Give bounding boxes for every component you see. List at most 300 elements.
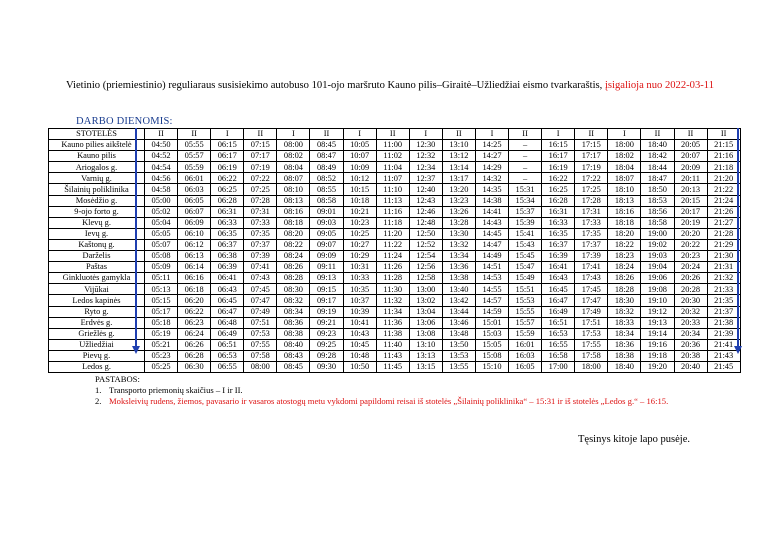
departure-time: 17:28 [575, 195, 608, 206]
departure-time: 18:10 [608, 184, 641, 195]
departure-time: 15:49 [509, 273, 542, 284]
departure-time: 17:43 [575, 273, 608, 284]
departure-time: 18:07 [608, 173, 641, 184]
departure-time: 21:16 [707, 151, 740, 162]
departure-time: 21:39 [707, 328, 740, 339]
trip-vehicle-header: I [343, 129, 376, 140]
departure-time: 12:56 [409, 262, 442, 273]
departure-time: 06:10 [178, 228, 211, 239]
departure-time: 17:41 [575, 262, 608, 273]
departure-time: 11:24 [376, 251, 409, 262]
departure-time: 18:00 [575, 361, 608, 372]
departure-time: 20:17 [674, 206, 707, 217]
departure-time: 08:38 [277, 328, 310, 339]
departure-time: 08:20 [277, 228, 310, 239]
departure-time: 13:38 [442, 273, 475, 284]
table-row [49, 306, 741, 317]
departure-time: 13:08 [409, 328, 442, 339]
departure-time: 18:04 [608, 162, 641, 173]
departure-time: 20:20 [674, 228, 707, 239]
stop-name: Varnių g. [49, 173, 145, 184]
stop-column-header: STOTELĖS [49, 129, 145, 140]
departure-time: 12:58 [409, 273, 442, 284]
departure-time: 19:04 [641, 262, 674, 273]
departure-time: 16:33 [542, 217, 575, 228]
departure-time: 21:26 [707, 206, 740, 217]
departure-time: 06:30 [178, 361, 211, 372]
departure-time: 10:41 [343, 317, 376, 328]
departure-time: 06:15 [211, 140, 244, 151]
departure-time: 07:43 [244, 273, 277, 284]
departure-time: 09:01 [310, 206, 343, 217]
departure-time: 05:08 [145, 251, 178, 262]
departure-time: 17:15 [575, 140, 608, 151]
departure-time: 04:54 [145, 162, 178, 173]
departure-time: 06:31 [211, 206, 244, 217]
departure-time: 06:13 [178, 251, 211, 262]
departure-time: 19:02 [641, 239, 674, 250]
departure-time: 18:36 [608, 339, 641, 350]
departure-time: 08:00 [277, 140, 310, 151]
departure-time: 16:49 [542, 306, 575, 317]
departure-time: 18:47 [641, 173, 674, 184]
departure-time: 17:19 [575, 162, 608, 173]
departure-time: 17:31 [575, 206, 608, 217]
departure-time: 08:30 [277, 284, 310, 295]
departure-time: 06:45 [211, 295, 244, 306]
departure-time: 15:43 [509, 239, 542, 250]
departure-time: 16:45 [542, 284, 575, 295]
departure-time: 06:18 [178, 284, 211, 295]
departure-time: 20:22 [674, 239, 707, 250]
departure-time: 08:13 [277, 195, 310, 206]
departure-time: 18:22 [608, 239, 641, 250]
departure-time: 07:53 [244, 328, 277, 339]
departure-time: 20:36 [674, 339, 707, 350]
departure-time: 06:28 [211, 195, 244, 206]
departure-time: 15:05 [475, 339, 508, 350]
departure-time: 18:23 [608, 251, 641, 262]
departure-time: 20:13 [674, 184, 707, 195]
departure-time: 05:04 [145, 217, 178, 228]
direction-arrowhead-left [132, 346, 140, 354]
departure-time: 13:34 [442, 251, 475, 262]
departure-time: 11:18 [376, 217, 409, 228]
departure-time: 13:42 [442, 295, 475, 306]
departure-time: 21:30 [707, 251, 740, 262]
departure-time: 16:25 [542, 184, 575, 195]
departure-time: 14:27 [475, 151, 508, 162]
departure-time: 19:14 [641, 328, 674, 339]
departure-time: 10:12 [343, 173, 376, 184]
departure-time: 13:13 [409, 350, 442, 361]
departure-time: 14:43 [475, 217, 508, 228]
departure-time: 20:34 [674, 328, 707, 339]
departure-time: 07:58 [244, 350, 277, 361]
departure-time: – [509, 151, 542, 162]
departure-time: 20:11 [674, 173, 707, 184]
departure-time: 13:20 [442, 184, 475, 195]
note-2-text: Moksleivių rudens, žiemos, pavasario ir vasaros atostogų metu vykdomi papildomi reisai iš stotelės „Šilainių poliklinika“ – 15:31 ir iš stotelės „Ledos g.“ – 16:15. [109, 396, 669, 406]
notes-block [95, 374, 668, 407]
departure-time: 06:47 [211, 306, 244, 317]
departure-time: 20:24 [674, 262, 707, 273]
stop-name: Darželis [49, 251, 145, 262]
departure-time: 16:01 [509, 339, 542, 350]
departure-time: 18:33 [608, 317, 641, 328]
departure-time: 21:37 [707, 306, 740, 317]
departure-time: 18:38 [608, 350, 641, 361]
departure-time: 16:35 [542, 228, 575, 239]
departure-time: 08:26 [277, 262, 310, 273]
departure-time: 09:07 [310, 239, 343, 250]
table-row [49, 273, 741, 284]
table-row [49, 228, 741, 239]
stop-name: Erdvės g. [49, 317, 145, 328]
departure-time: 15:59 [509, 328, 542, 339]
departure-time: 09:25 [310, 339, 343, 350]
table-row [49, 317, 741, 328]
departure-time: 07:17 [244, 151, 277, 162]
departure-time: 11:07 [376, 173, 409, 184]
departure-time: 07:15 [244, 140, 277, 151]
trip-vehicle-header: I [277, 129, 310, 140]
notes-heading: PASTABOS: [95, 374, 140, 384]
header-row [49, 129, 741, 140]
departure-time: 21:31 [707, 262, 740, 273]
departure-time: 13:14 [442, 162, 475, 173]
departure-time: 11:20 [376, 228, 409, 239]
departure-time: 17:49 [575, 306, 608, 317]
departure-time: 16:53 [542, 328, 575, 339]
departure-time: 21:20 [707, 173, 740, 184]
departure-time: 16:22 [542, 173, 575, 184]
departure-time: 06:24 [178, 328, 211, 339]
departure-time: 09:03 [310, 217, 343, 228]
departure-time: 16:37 [542, 239, 575, 250]
departure-time: 17:39 [575, 251, 608, 262]
departure-time: 18:53 [641, 195, 674, 206]
departure-time: 04:56 [145, 173, 178, 184]
departure-time: 16:17 [542, 151, 575, 162]
departure-time: 11:28 [376, 273, 409, 284]
departure-time: 06:38 [211, 251, 244, 262]
stop-name: Ievų g. [49, 228, 145, 239]
departure-time: 05:05 [145, 228, 178, 239]
document-title [0, 80, 780, 91]
departure-time: 12:43 [409, 195, 442, 206]
departure-time: 18:44 [641, 162, 674, 173]
departure-time: 21:41 [707, 339, 740, 350]
departure-time: 09:19 [310, 306, 343, 317]
departure-time: 11:26 [376, 262, 409, 273]
stop-name: Pievų g. [49, 350, 145, 361]
departure-time: 07:41 [244, 262, 277, 273]
departure-time: 16:47 [542, 295, 575, 306]
departure-time: 12:50 [409, 228, 442, 239]
departure-time: 15:01 [475, 317, 508, 328]
departure-time: 15:03 [475, 328, 508, 339]
stop-name: Ledos g. [49, 361, 145, 372]
departure-time: 08:22 [277, 239, 310, 250]
stop-name: Vijūkai [49, 284, 145, 295]
stop-name: Kaštonų g. [49, 239, 145, 250]
departure-time: 11:30 [376, 284, 409, 295]
departure-time: 18:16 [608, 206, 641, 217]
departure-time: 07:19 [244, 162, 277, 173]
table-row [49, 162, 741, 173]
continuation-note: Tęsinys kitoje lapo pusėje. [578, 434, 690, 445]
stop-name: Ariogalos g. [49, 162, 145, 173]
departure-time: 08:40 [277, 339, 310, 350]
departure-time: 18:20 [608, 228, 641, 239]
departure-time: 15:31 [509, 184, 542, 195]
departure-time: 09:21 [310, 317, 343, 328]
departure-time: 16:41 [542, 262, 575, 273]
table-row [49, 295, 741, 306]
departure-time: 08:52 [310, 173, 343, 184]
departure-time: 18:18 [608, 217, 641, 228]
departure-time: 21:28 [707, 228, 740, 239]
departure-time: 06:41 [211, 273, 244, 284]
departure-time: 15:55 [509, 306, 542, 317]
departure-time: 15:34 [509, 195, 542, 206]
table-row [49, 151, 741, 162]
departure-time: 17:00 [542, 361, 575, 372]
departure-time: 17:35 [575, 228, 608, 239]
departure-time: – [509, 162, 542, 173]
departure-time: 06:25 [211, 184, 244, 195]
departure-time: 19:13 [641, 317, 674, 328]
departure-time: 15:51 [509, 284, 542, 295]
departure-time: 13:02 [409, 295, 442, 306]
table-row [49, 206, 741, 217]
table-row [49, 195, 741, 206]
departure-time: 08:58 [310, 195, 343, 206]
departure-time: 11:43 [376, 350, 409, 361]
departure-time: 05:18 [145, 317, 178, 328]
departure-time: 12:46 [409, 206, 442, 217]
departure-time: 12:54 [409, 251, 442, 262]
departure-time: 12:48 [409, 217, 442, 228]
departure-time: 14:25 [475, 140, 508, 151]
departure-time: 19:03 [641, 251, 674, 262]
departure-time: 14:57 [475, 295, 508, 306]
departure-time: 09:30 [310, 361, 343, 372]
departure-time: 10:07 [343, 151, 376, 162]
departure-time: 08:45 [277, 361, 310, 372]
departure-time: 07:22 [244, 173, 277, 184]
trip-vehicle-header: II [310, 129, 343, 140]
departure-time: 08:16 [277, 206, 310, 217]
stop-name: Paštas [49, 262, 145, 273]
departure-time: 13:12 [442, 151, 475, 162]
departure-time: 13:23 [442, 195, 475, 206]
departure-time: 21:38 [707, 317, 740, 328]
departure-time: 06:49 [211, 328, 244, 339]
trip-vehicle-header: II [674, 129, 707, 140]
departure-time: 07:49 [244, 306, 277, 317]
departure-time: 13:10 [409, 339, 442, 350]
stop-name: Šilainių poliklinika [49, 184, 145, 195]
note-2 [95, 396, 668, 407]
departure-time: 06:55 [211, 361, 244, 372]
departure-time: 18:28 [608, 284, 641, 295]
departure-time: 16:19 [542, 162, 575, 173]
stop-name: Ryto g. [49, 306, 145, 317]
departure-time: 09:11 [310, 262, 343, 273]
departure-time: 05:15 [145, 295, 178, 306]
departure-time: 08:24 [277, 251, 310, 262]
departure-time: 21:22 [707, 184, 740, 195]
departure-time: 07:31 [244, 206, 277, 217]
departure-time: 06:28 [178, 350, 211, 361]
departure-time: 12:34 [409, 162, 442, 173]
departure-time: 07:55 [244, 339, 277, 350]
departure-time: 06:23 [178, 317, 211, 328]
departure-time: 08:43 [277, 350, 310, 361]
departure-time: 05:57 [178, 151, 211, 162]
departure-time: 13:30 [442, 228, 475, 239]
departure-time: 16:51 [542, 317, 575, 328]
direction-arrow-right [737, 128, 739, 348]
departure-time: 19:10 [641, 295, 674, 306]
departure-time: 04:52 [145, 151, 178, 162]
table-row [49, 339, 741, 350]
departure-time: 11:34 [376, 306, 409, 317]
departure-time: 18:02 [608, 151, 641, 162]
trip-vehicle-header: II [707, 129, 740, 140]
departure-time: 19:18 [641, 350, 674, 361]
departure-time: 18:40 [608, 361, 641, 372]
departure-time: 13:32 [442, 239, 475, 250]
departure-time: 13:04 [409, 306, 442, 317]
departure-time: 11:38 [376, 328, 409, 339]
departure-time: 20:09 [674, 162, 707, 173]
note-1 [95, 385, 668, 396]
departure-time: 11:04 [376, 162, 409, 173]
table-row [49, 239, 741, 250]
departure-time: 05:59 [178, 162, 211, 173]
departure-time: 15:08 [475, 350, 508, 361]
departure-time: 08:45 [310, 140, 343, 151]
departure-time: 11:02 [376, 151, 409, 162]
departure-time: 15:45 [509, 251, 542, 262]
departure-time: 12:52 [409, 239, 442, 250]
departure-time: 20:33 [674, 317, 707, 328]
departure-time: 17:22 [575, 173, 608, 184]
trip-vehicle-header: II [575, 129, 608, 140]
departure-time: 16:31 [542, 206, 575, 217]
departure-time: 06:17 [211, 151, 244, 162]
departure-time: 06:19 [211, 162, 244, 173]
departure-time: 21:24 [707, 195, 740, 206]
stop-name: Užliedžiai [49, 339, 145, 350]
departure-time: 12:30 [409, 140, 442, 151]
departure-time: 07:51 [244, 317, 277, 328]
departure-time: 05:13 [145, 284, 178, 295]
departure-time: 06:35 [211, 228, 244, 239]
stop-name: Mosėdžio g. [49, 195, 145, 206]
departure-time: 09:13 [310, 273, 343, 284]
departure-time: 08:04 [277, 162, 310, 173]
departure-time: 18:26 [608, 273, 641, 284]
departure-time: 07:25 [244, 184, 277, 195]
departure-time: 13:48 [442, 328, 475, 339]
departure-time: 09:17 [310, 295, 343, 306]
departure-time: – [509, 173, 542, 184]
departure-time: 16:55 [542, 339, 575, 350]
departure-time: 08:02 [277, 151, 310, 162]
departure-time: 20:32 [674, 306, 707, 317]
departure-time: 05:21 [145, 339, 178, 350]
departure-time: 11:13 [376, 195, 409, 206]
departure-time: 16:15 [542, 140, 575, 151]
departure-time: 09:28 [310, 350, 343, 361]
departure-time: 07:39 [244, 251, 277, 262]
departure-time: 18:32 [608, 306, 641, 317]
departure-time: 15:47 [509, 262, 542, 273]
departure-time: 15:10 [475, 361, 508, 372]
note-2-number: 2. [95, 396, 102, 406]
trip-vehicle-header: I [211, 129, 244, 140]
departure-time: 06:51 [211, 339, 244, 350]
departure-time: 08:36 [277, 317, 310, 328]
departure-time: 16:43 [542, 273, 575, 284]
departure-time: 05:25 [145, 361, 178, 372]
trip-vehicle-header: II [244, 129, 277, 140]
departure-time: 10:23 [343, 217, 376, 228]
departure-time: 10:37 [343, 295, 376, 306]
trip-vehicle-header: I [608, 129, 641, 140]
departure-time: 20:28 [674, 284, 707, 295]
departure-time: 06:09 [178, 217, 211, 228]
departure-time: 13:10 [442, 140, 475, 151]
trip-vehicle-header: II [376, 129, 409, 140]
departure-time: 06:22 [178, 306, 211, 317]
departure-time: 06:12 [178, 239, 211, 250]
departure-time: – [509, 140, 542, 151]
departure-time: 21:15 [707, 140, 740, 151]
departure-time: 05:07 [145, 239, 178, 250]
departure-time: 06:05 [178, 195, 211, 206]
departure-time: 20:05 [674, 140, 707, 151]
departure-time: 08:32 [277, 295, 310, 306]
departure-time: 09:05 [310, 228, 343, 239]
departure-time: 18:42 [641, 151, 674, 162]
departure-time: 18:13 [608, 195, 641, 206]
departure-time: 18:00 [608, 140, 641, 151]
departure-time: 08:00 [244, 361, 277, 372]
departure-time: 21:29 [707, 239, 740, 250]
departure-time: 13:50 [442, 339, 475, 350]
departure-time: 16:03 [509, 350, 542, 361]
departure-time: 10:21 [343, 206, 376, 217]
timetable-wrapper [48, 128, 740, 373]
departure-time: 07:28 [244, 195, 277, 206]
departure-time: 19:12 [641, 306, 674, 317]
departure-time: 10:48 [343, 350, 376, 361]
departure-time: 21:43 [707, 350, 740, 361]
departure-time: 13:36 [442, 262, 475, 273]
title-main: Vietinio (priemiestinio) reguliaraus susisiekimo autobuso 101-ojo maršruto Kauno pilis–Giraitė–Užliedžiai eismo tvarkaraštis, [65, 80, 605, 91]
departure-time: 08:18 [277, 217, 310, 228]
departure-time: 07:47 [244, 295, 277, 306]
departure-time: 08:55 [310, 184, 343, 195]
table-row [49, 140, 741, 151]
departure-time: 19:20 [641, 361, 674, 372]
departure-time: 10:18 [343, 195, 376, 206]
